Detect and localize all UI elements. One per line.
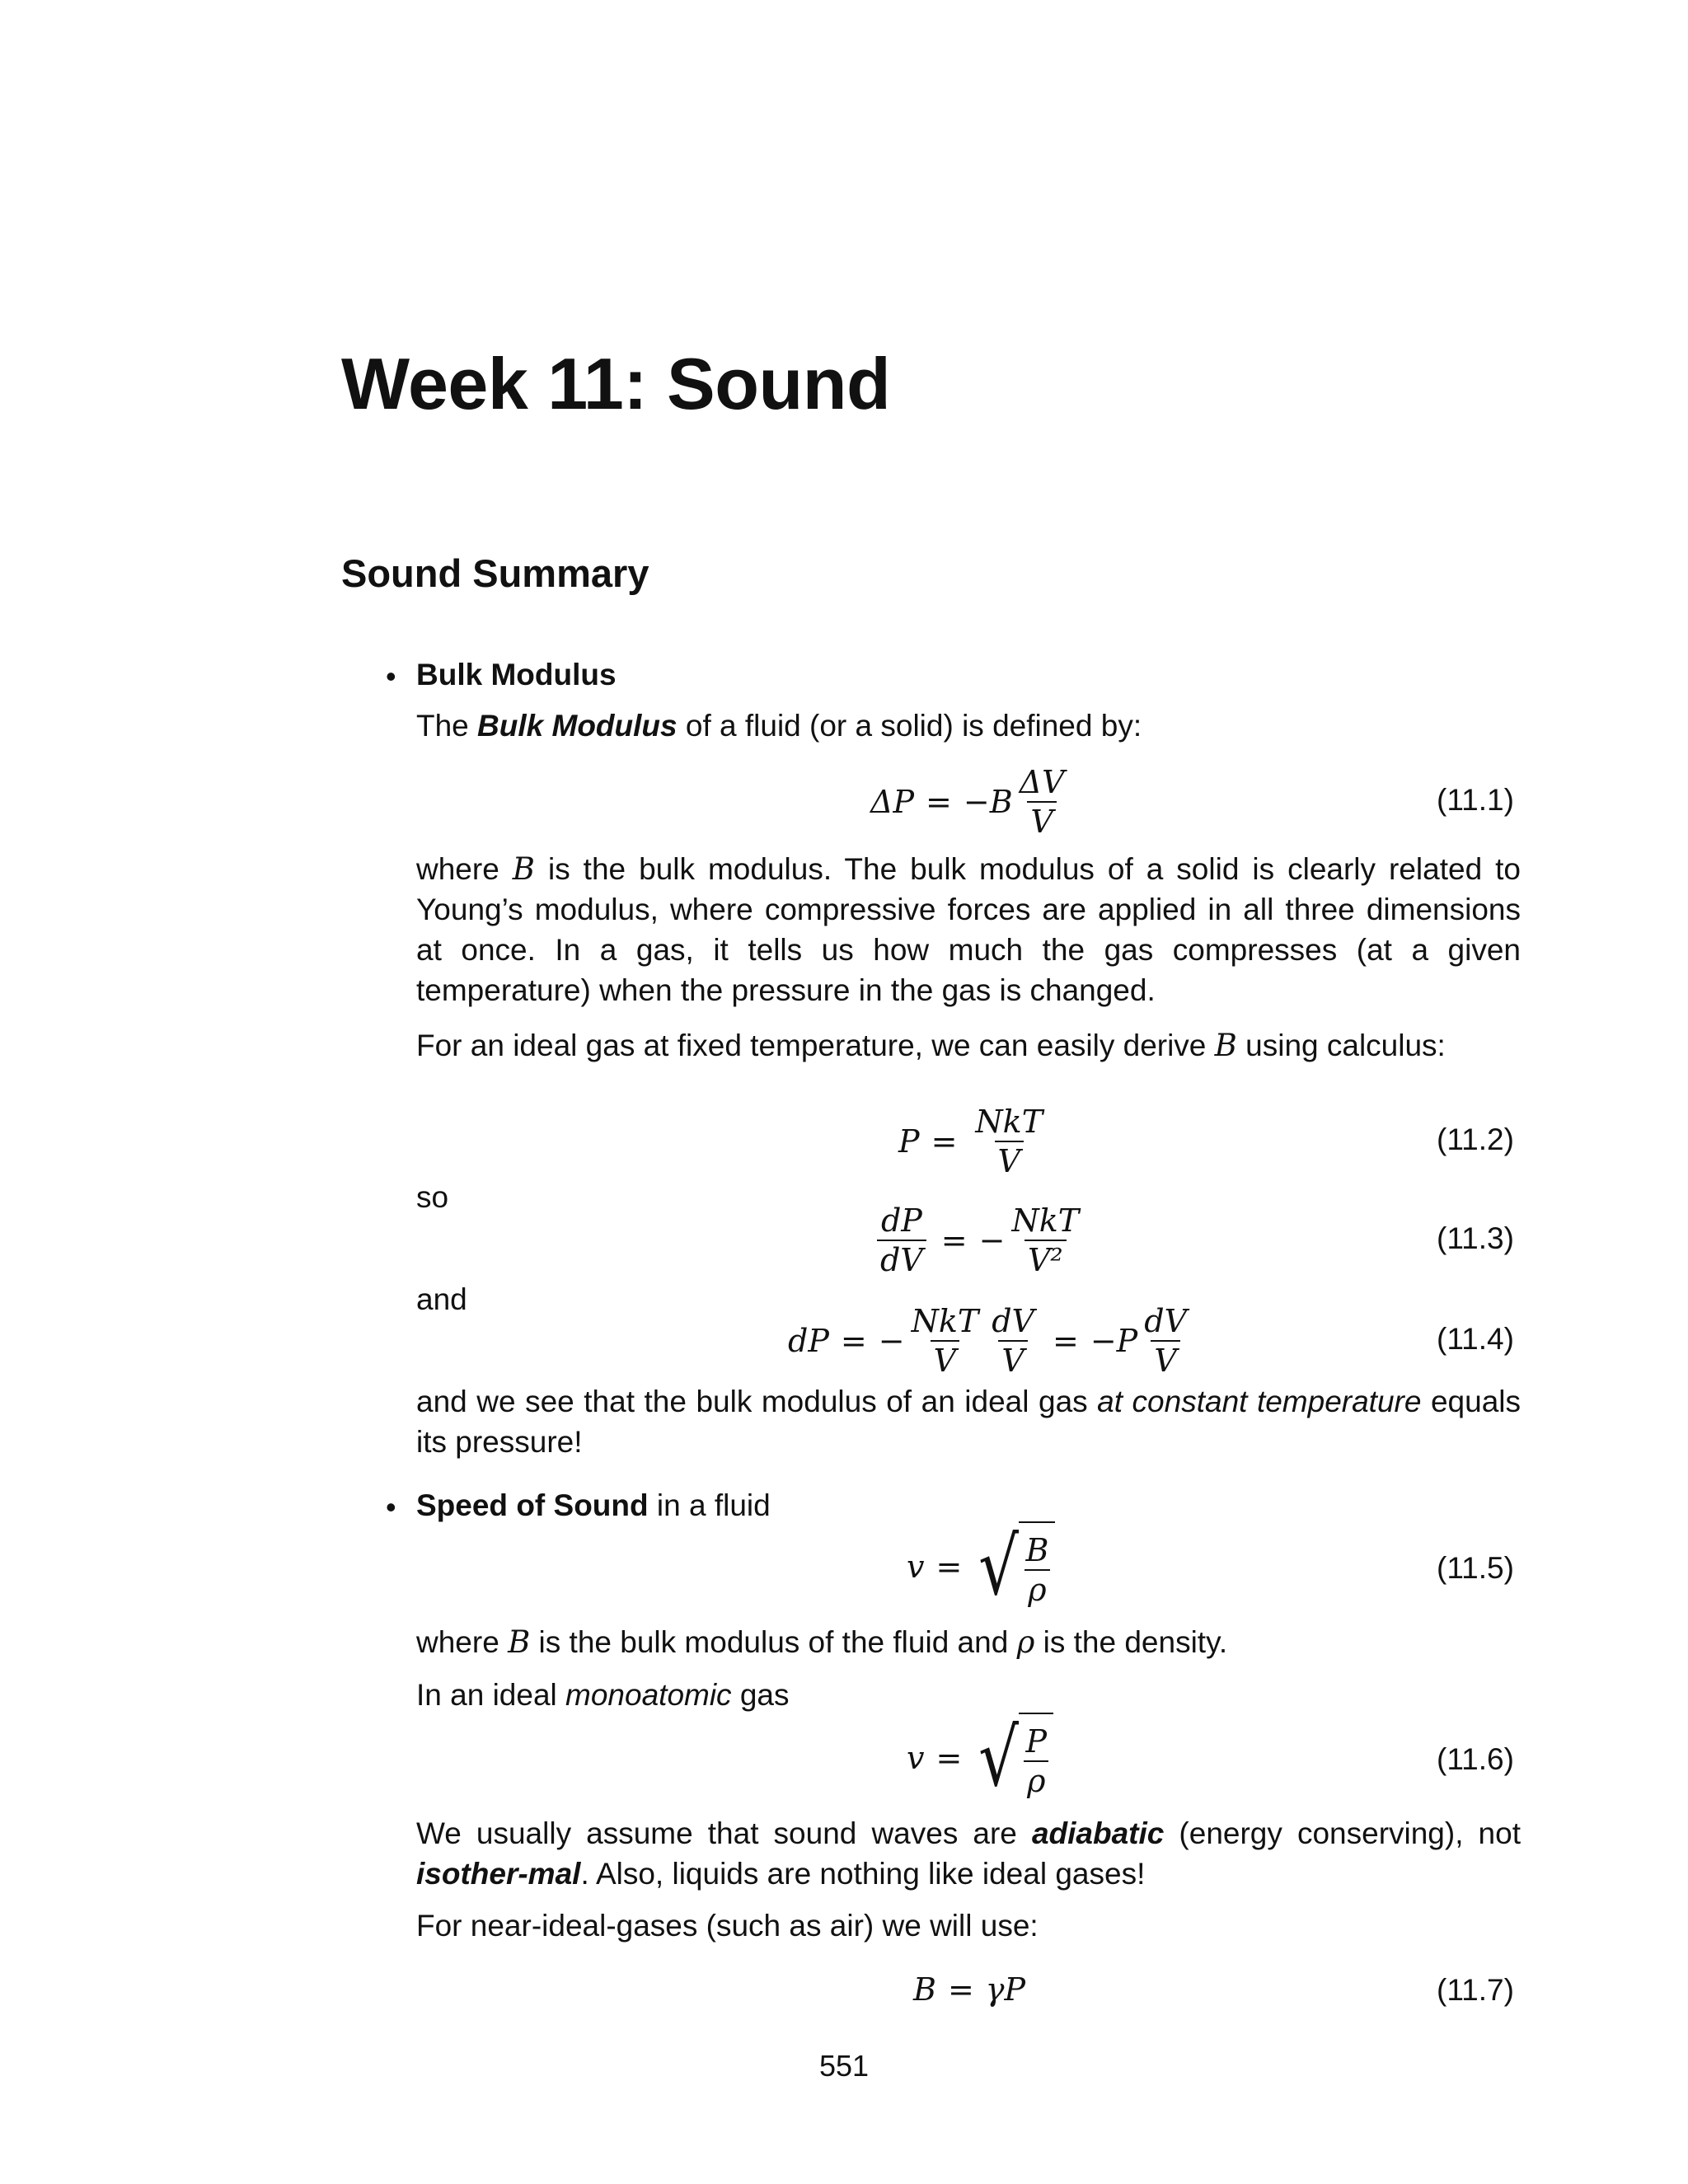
section-title: Sound Summary [341, 551, 649, 595]
constant-temperature-paragraph: and we see that the bulk modulus of an ideal gas at constant temperature equals its pressure! [416, 1385, 1521, 1459]
chapter-title: Week 11: Sound [341, 343, 891, 424]
equation-number: (11.4) [1437, 1322, 1514, 1356]
equation-11-3: $\frac{dP}{dV}$ = − $\frac{\text{NkT}}{\text{V²}}$ [874, 1203, 1085, 1277]
equation-11-7: B = γP [913, 1971, 1026, 2008]
equation-number: (11.2) [1437, 1122, 1514, 1156]
equation-number: (11.3) [1437, 1221, 1514, 1255]
equation-11-2: P = $\frac{\text{NkT}}{V}$ [898, 1104, 1043, 1179]
monoatomic-gas-paragraph: In an ideal monoatomic gas [416, 1678, 790, 1712]
bullet-heading-bulk-modulus: Bulk Modulus [416, 658, 617, 691]
equation-number: (11.5) [1437, 1551, 1514, 1585]
equation-number: (11.7) [1437, 1973, 1514, 2007]
page-number: 551 [818, 2049, 870, 2083]
bullet-marker: • [386, 659, 396, 693]
bullet-heading-speed-of-sound: Speed of Sound in a fluid [416, 1488, 771, 1522]
equation-number: (11.1) [1437, 783, 1514, 817]
equation-11-1: ΔP = −B $\frac{\Delta V}{V}$ [870, 764, 1065, 840]
connector-so: so [416, 1180, 449, 1214]
bullet-marker: • [386, 1490, 396, 1524]
equation-number: (11.6) [1437, 1742, 1514, 1776]
bulk-modulus-paragraph: where B is the bulk modulus. The bulk modulus of a solid is clearly related to Young’s modulus, where compressive forces are applied in all three dimensions at once. In a gas, it tells us how much the gas compresses (at a given temperature) when the pressure in the gas is changed. [416, 851, 1521, 1007]
speed-of-sound-paragraph: where B is the bulk modulus of the fluid and ρ is the density. [416, 1624, 1228, 1660]
equation-11-4: dP = − $\frac{\text{NkT}}{V}$ $\frac{dV}{V}$ = −P $\frac{dV}{V}$ [788, 1303, 1188, 1379]
adiabatic-paragraph: We usually assume that sound waves are adiabatic (energy conserving), not isother-mal. Also, liquids are nothing like ideal gases! [416, 1816, 1521, 1891]
equation-11-6: v = √ $\frac{P}{\rho}$ [907, 1713, 1053, 1803]
near-ideal-gases-paragraph: For near-ideal-gases (such as air) we will use: [416, 1909, 1039, 1943]
bulk-modulus-intro: The Bulk Modulus of a fluid (or a solid) is defined by: [416, 709, 1142, 743]
ideal-gas-paragraph: For an ideal gas at fixed temperature, we can easily derive B using calculus: [416, 1028, 1446, 1063]
connector-and: and [416, 1282, 467, 1316]
equation-11-5: v = √ $\frac{B}{\rho}$ [907, 1521, 1055, 1612]
